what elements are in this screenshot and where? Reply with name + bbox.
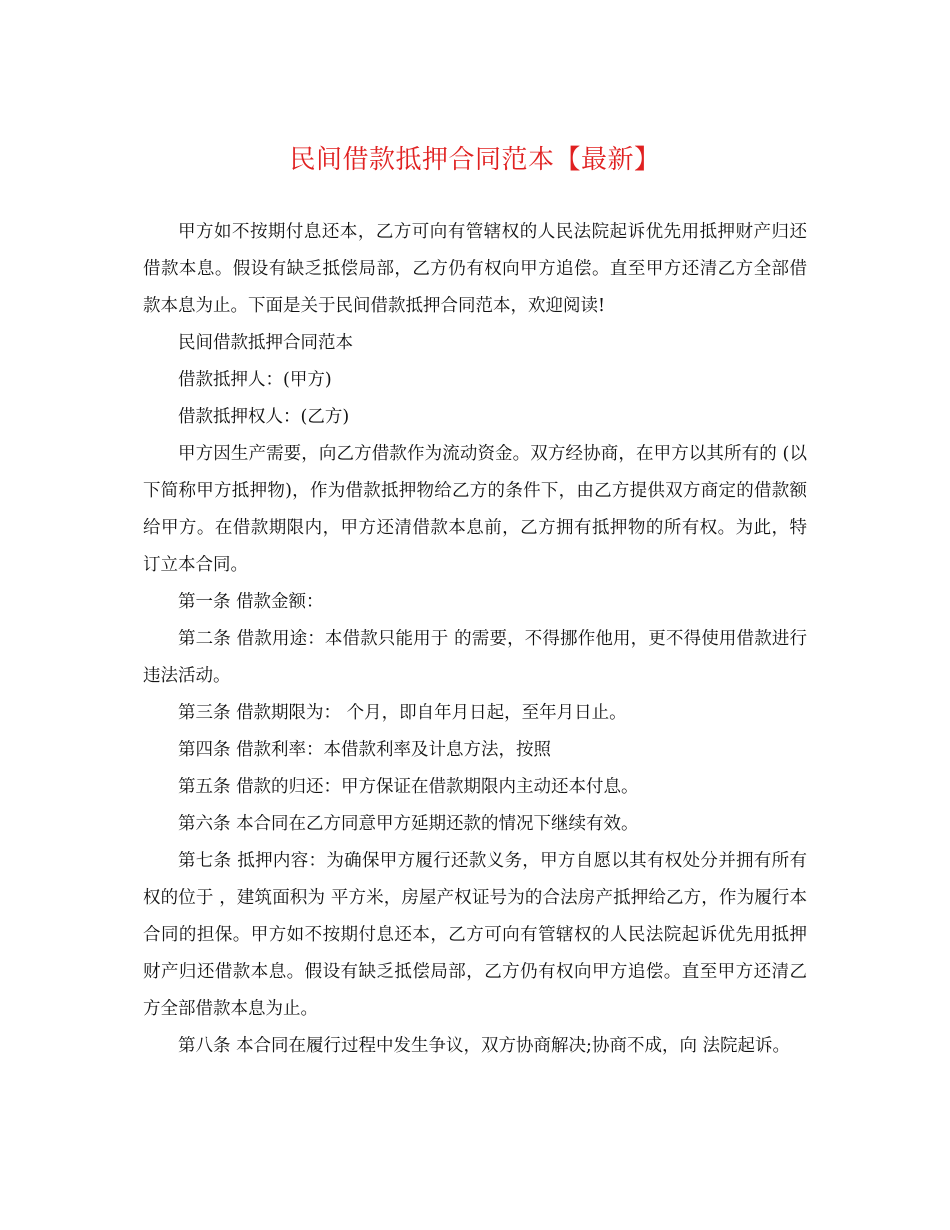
paragraph-mortgagee: 借款抵押权人：(乙方) — [178, 407, 350, 427]
paragraph-article-5: 第五条 借款的归还：甲方保证在借款期限内主动还本付息。 — [178, 777, 639, 797]
document-title: 民间借款抵押合同范本【最新】 — [289, 145, 661, 175]
document-body — [143, 214, 807, 1065]
paragraph-article-2: 第二条 借款用途：本借款只能用于 的需要，不得挪作他用，更不得使用借款进行违法活动。 — [143, 629, 807, 686]
paragraph-preamble: 甲方因生产需要，向乙方借款作为流动资金。双方经协商，在甲方以其所有的 (以下简称甲方抵押物)，作为借款抵押物给乙方的条件下，由乙方提供双方商定的借款额给甲方。在借款期限内，甲方还清借款本息前，乙方拥有抵押物的所有权。为此，特订立本合同。 — [143, 444, 807, 575]
paragraph-article-8: 第八条 本合同在履行过程中发生争议，双方协商解决;协商不成，向 法院起诉。 — [178, 1036, 791, 1056]
paragraph-contract-name: 民间借款抵押合同范本 — [178, 333, 353, 353]
paragraph-article-6: 第六条 本合同在乙方同意甲方延期还款的情况下继续有效。 — [178, 814, 639, 834]
paragraph-article-7: 第七条 抵押内容：为确保甲方履行还款义务，甲方自愿以其有权处分并拥有所有权的位于 ，建筑面积为 平方米，房屋产权证号为的合法房产抵押给乙方，作为履行本合同的担保。甲方如不按期付息还本，乙方可向有管辖权的人民法院起诉优先用抵押财产归还借款本息。假设有缺乏抵偿局部，乙方仍有权向甲方追偿。直至甲方还清乙方全部借款本息为止。 — [143, 851, 807, 1019]
paragraph-article-4: 第四条 借款利率：本借款利率及计息方法，按照 — [178, 740, 552, 760]
paragraph-article-1: 第一条 借款金额： — [178, 592, 324, 612]
paragraph-article-3: 第三条 借款期限为： 个月，即自年月日起，至年月日止。 — [178, 703, 627, 723]
paragraph-intro: 甲方如不按期付息还本，乙方可向有管辖权的人民法院起诉优先用抵押财产归还借款本息。假设有缺乏抵偿局部，乙方仍有权向甲方追偿。直至甲方还清乙方全部借款本息为止。下面是关于民间借款抵押合同范本，欢迎阅读! — [143, 222, 807, 316]
paragraph-mortgagor: 借款抵押人：(甲方) — [178, 370, 332, 390]
